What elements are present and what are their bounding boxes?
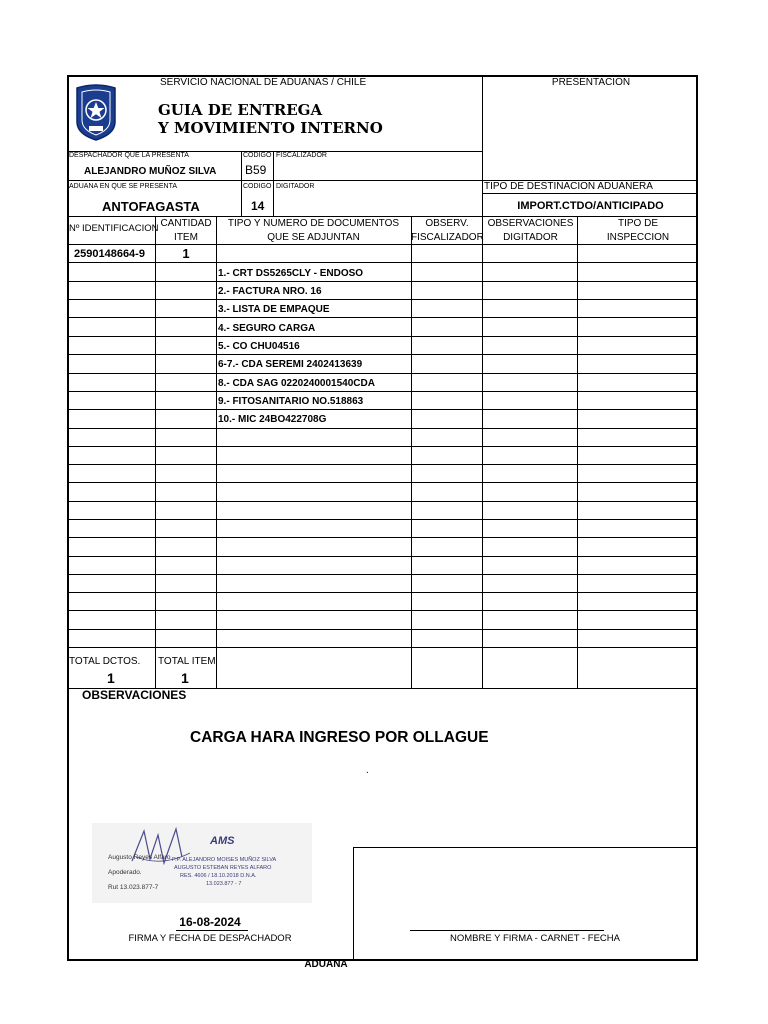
col-tipo-documentos (216, 217, 411, 245)
col-tipo-line1: TIPO Y NUMERO DE DOCUMENTOS (227, 218, 400, 229)
document-item: 4.- SEGURO CARGA (218, 323, 316, 334)
table-grid-line (67, 629, 698, 630)
table-grid-line (67, 244, 698, 245)
total-dctos-label: TOTAL DCTOS. (69, 656, 141, 667)
table-grid-line (67, 610, 698, 611)
col-tipo-inspeccion (578, 217, 698, 245)
document-item: 10.- MIC 24BO422708G (218, 414, 327, 425)
col-obs-fiscalizador (411, 217, 483, 245)
total-item-label: TOTAL ITEM (158, 656, 216, 667)
header-line (483, 193, 698, 194)
col-obs-digitador (483, 217, 578, 245)
dispatcher-date: 16-08-2024 (179, 915, 241, 929)
table-grid-line (577, 216, 578, 688)
table-grid-line (67, 336, 698, 337)
document-item: 5.- CO CHU04516 (218, 341, 300, 352)
signature-box-divider (353, 847, 354, 961)
document-item: 8.- CDA SAG 0220240001540CDA (218, 378, 375, 389)
signature-stamp (92, 823, 312, 903)
table-grid-line (67, 482, 698, 483)
dispatcher-signature-caption: FIRMA Y FECHA DE DESPACHADOR (128, 933, 292, 944)
table-grid-line (67, 373, 698, 374)
form-title-line1: GUIA DE ENTREGA (158, 101, 323, 119)
agency-name: SERVICIO NACIONAL DE ADUANAS / CHILE (160, 77, 367, 88)
date-underline (176, 930, 248, 931)
observaciones-label: OBSERVACIONES (82, 688, 187, 702)
customs-logo (74, 82, 118, 142)
dispatcher-value: ALEJANDRO MUÑOZ SILVA (84, 166, 217, 177)
total-dctos-value: 1 (107, 670, 115, 686)
digitador-label: DIGITADOR (276, 183, 315, 190)
stamp-line4: 13.023.877 - 7 (206, 881, 242, 887)
table-grid-line (67, 464, 698, 465)
customs-value: ANTOFAGASTA (102, 199, 200, 214)
destination-value: IMPORT.CTDO/ANTICIPADO (517, 200, 664, 212)
presentacion-label: PRESENTACION (551, 77, 631, 88)
table-grid-line (482, 216, 483, 688)
customs-label: ADUANA EN QUE SE PRESENTA (69, 183, 178, 190)
table-grid-line (67, 354, 698, 355)
dispatcher-label: DESPACHADOR QUE LA PRESENTA (69, 152, 189, 159)
col-cantidad-line1: CANTIDAD (160, 218, 212, 229)
signature-scribble-icon (92, 823, 312, 903)
codigo-label: CODIGO (243, 152, 272, 159)
observaciones-text: CARGA HARA INGRESO POR OLLAGUE (190, 729, 489, 746)
observaciones-dot: . (366, 765, 369, 776)
table-grid-line (67, 537, 698, 538)
col-tipo-line2: QUE SE ADJUNTAN (267, 232, 360, 243)
table-grid-line (67, 592, 698, 593)
col-obs-fisc-line2: FISCALIZADOR (411, 232, 484, 243)
document-item: 3.- LISTA DE EMPAQUE (218, 304, 330, 315)
header-divider (273, 151, 274, 217)
fiscalizador-label: FISCALIZADOR (276, 152, 327, 159)
table-grid-line (67, 428, 698, 429)
table-grid-line (67, 501, 698, 502)
signer-name: Augusto Reyes Alfaro (108, 854, 171, 861)
col-obs-fisc-line1: OBSERV. (425, 218, 469, 229)
right-signature-line (410, 930, 604, 931)
cantidad-value: 1 (182, 246, 190, 261)
stamp-line1: P.P. ALEJANDRO MOISES MUÑOZ SILVA (172, 857, 277, 863)
right-signature-caption: NOMBRE Y FIRMA - CARNET - FECHA (450, 933, 620, 944)
table-grid-line (216, 216, 217, 688)
customs-codigo: 14 (251, 199, 265, 213)
codigo-label: CODIGO (243, 183, 272, 190)
dispatcher-codigo: B59 (245, 163, 267, 177)
aduana-footer: ADUANA (304, 959, 348, 970)
col-identificacion: Nº IDENTIFICACION (69, 223, 159, 234)
stamp-line3: RES. 4606 / 18.10.2018 D.N.A. (180, 873, 257, 879)
signer-role: Apoderado. (108, 869, 142, 876)
table-grid-line (67, 262, 698, 263)
stamp-line2: AUGUSTO ESTEBAN REYES ALFARO (174, 865, 272, 871)
table-grid-line (67, 409, 698, 410)
table-grid-line (155, 216, 156, 688)
col-tipo-insp-line2: INSPECCION (606, 232, 670, 243)
table-grid-line (67, 574, 698, 575)
table-grid-line (67, 647, 698, 648)
table-grid-line (67, 391, 698, 392)
table-grid-line (67, 519, 698, 520)
col-obs-dig-line1: OBSERVACIONES (487, 218, 574, 229)
table-grid-line (67, 281, 698, 282)
signer-rut: Rut 13.023.877-7 (108, 884, 159, 891)
table-grid-line (67, 299, 698, 300)
document-item: 6-7.- CDA SEREMI 2402413639 (218, 359, 363, 370)
col-cantidad (156, 217, 216, 245)
document-item: 9.- FITOSANITARIO NO.518863 (218, 396, 364, 407)
table-grid-line (67, 556, 698, 557)
col-obs-dig-line2: DIGITADOR (503, 232, 558, 243)
total-item-value: 1 (181, 670, 189, 686)
document-item: 2.- FACTURA NRO. 16 (218, 286, 322, 297)
table-grid-line (411, 216, 412, 688)
form-title-line2: Y MOVIMIENTO INTERNO (158, 119, 383, 137)
document-item: 1.- CRT DS5265CLY - ENDOSO (218, 268, 364, 279)
shield-icon (74, 82, 118, 142)
col-tipo-insp-line1: TIPO DE (617, 218, 658, 229)
header-divider (482, 75, 483, 217)
signature-box-line (353, 847, 698, 848)
table-grid-line (67, 446, 698, 447)
col-cantidad-line2: ITEM (174, 232, 198, 243)
destination-label: TIPO DE DESTINACION ADUANERA (484, 181, 653, 192)
stamp-logo: AMS (210, 835, 235, 847)
header-divider (241, 151, 242, 217)
table-grid-line (67, 317, 698, 318)
identificacion-value: 2590148664-9 (74, 248, 145, 260)
